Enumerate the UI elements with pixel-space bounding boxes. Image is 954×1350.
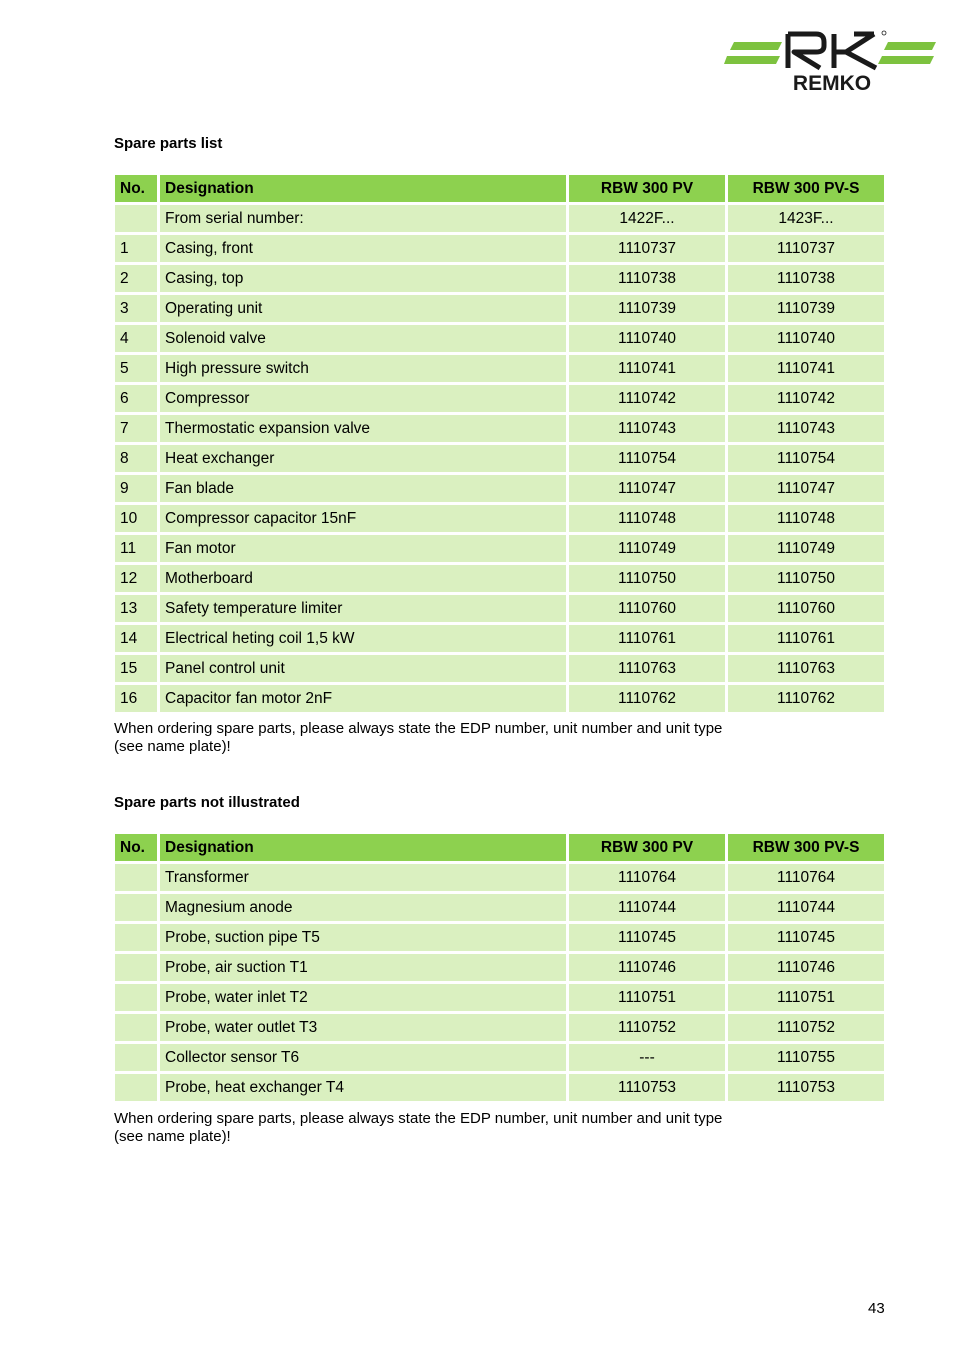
cell-no: 5 bbox=[115, 355, 157, 382]
cell-rbw-300-pv: 1110745 bbox=[569, 924, 725, 951]
ordering-note-line1: When ordering spare parts, please always state the EDP number, unit number and unit type bbox=[114, 720, 723, 737]
cell-rbw-300-pv-s: 1110750 bbox=[728, 565, 884, 592]
cell-rbw-300-pv-s: 1110763 bbox=[728, 655, 884, 682]
cell-no bbox=[115, 924, 157, 951]
cell-no: 11 bbox=[115, 535, 157, 562]
table-row bbox=[115, 1074, 884, 1101]
table-row bbox=[115, 1044, 884, 1071]
cell-no bbox=[115, 1074, 157, 1101]
table-row bbox=[115, 565, 884, 592]
cell-no: 4 bbox=[115, 325, 157, 352]
ordering-note-line2: (see name plate)! bbox=[114, 738, 231, 755]
cell-rbw-300-pv: 1110751 bbox=[569, 984, 725, 1011]
cell-rbw-300-pv-s: 1110749 bbox=[728, 535, 884, 562]
cell-rbw-300-pv: 1110754 bbox=[569, 445, 725, 472]
table-row bbox=[115, 864, 884, 891]
cell-no: 8 bbox=[115, 445, 157, 472]
cell-designation: Transformer bbox=[160, 864, 566, 891]
cell-no: 9 bbox=[115, 475, 157, 502]
table-row bbox=[115, 685, 884, 712]
header-rbw-300-pv-s: RBW 300 PV-S bbox=[728, 175, 884, 202]
cell-no bbox=[115, 984, 157, 1011]
cell-no: 15 bbox=[115, 655, 157, 682]
cell-rbw-300-pv-s: 1110753 bbox=[728, 1074, 884, 1101]
cell-no bbox=[115, 864, 157, 891]
cell-designation: Probe, water outlet T3 bbox=[160, 1014, 566, 1041]
cell-no: 14 bbox=[115, 625, 157, 652]
table-row bbox=[115, 894, 884, 921]
cell-no bbox=[115, 1014, 157, 1041]
cell-designation: Safety temperature limiter bbox=[160, 595, 566, 622]
cell-designation: Probe, suction pipe T5 bbox=[160, 924, 566, 951]
cell-no: 1 bbox=[115, 235, 157, 262]
header-no: No. bbox=[115, 175, 157, 202]
cell-rbw-300-pv-s: 1110737 bbox=[728, 235, 884, 262]
cell-designation: Collector sensor T6 bbox=[160, 1044, 566, 1071]
cell-rbw-300-pv-s: 1110740 bbox=[728, 325, 884, 352]
header-no: No. bbox=[115, 834, 157, 861]
cell-rbw-300-pv: 1110746 bbox=[569, 954, 725, 981]
section-title-spare-parts-not-illustrated: Spare parts not illustrated bbox=[114, 794, 300, 811]
cell-designation: Capacitor fan motor 2nF bbox=[160, 685, 566, 712]
ordering-note-line2: (see name plate)! bbox=[114, 1128, 231, 1145]
cell-designation: Fan blade bbox=[160, 475, 566, 502]
cell-rbw-300-pv-s: 1110748 bbox=[728, 505, 884, 532]
cell-rbw-300-pv: 1110738 bbox=[569, 265, 725, 292]
cell-rbw-300-pv: 1110761 bbox=[569, 625, 725, 652]
cell-designation: Solenoid valve bbox=[160, 325, 566, 352]
table-row bbox=[115, 295, 884, 322]
cell-designation: Panel control unit bbox=[160, 655, 566, 682]
cell-rbw-300-pv-s: 1110760 bbox=[728, 595, 884, 622]
cell-designation: Compressor bbox=[160, 385, 566, 412]
cell-rbw-300-pv: 1110750 bbox=[569, 565, 725, 592]
cell-designation: Probe, air suction T1 bbox=[160, 954, 566, 981]
cell-rbw-300-pv-s: 1423F... bbox=[728, 205, 884, 232]
table-row bbox=[115, 385, 884, 412]
cell-rbw-300-pv-s: 1110742 bbox=[728, 385, 884, 412]
cell-rbw-300-pv: 1110763 bbox=[569, 655, 725, 682]
cell-rbw-300-pv-s: 1110751 bbox=[728, 984, 884, 1011]
cell-rbw-300-pv-s: 1110752 bbox=[728, 1014, 884, 1041]
cell-rbw-300-pv: 1110752 bbox=[569, 1014, 725, 1041]
ordering-note bbox=[114, 720, 814, 756]
cell-designation: Probe, water inlet T2 bbox=[160, 984, 566, 1011]
header-designation: Designation bbox=[160, 834, 566, 861]
cell-no: 7 bbox=[115, 415, 157, 442]
cell-rbw-300-pv: 1110762 bbox=[569, 685, 725, 712]
cell-rbw-300-pv-s: 1110746 bbox=[728, 954, 884, 981]
cell-rbw-300-pv: 1110760 bbox=[569, 595, 725, 622]
table-row bbox=[115, 655, 884, 682]
cell-designation: High pressure switch bbox=[160, 355, 566, 382]
header-designation: Designation bbox=[160, 175, 566, 202]
cell-rbw-300-pv: 1110749 bbox=[569, 535, 725, 562]
table-row bbox=[115, 445, 884, 472]
table-row bbox=[115, 924, 884, 951]
cell-no: 3 bbox=[115, 295, 157, 322]
cell-rbw-300-pv-s: 1110755 bbox=[728, 1044, 884, 1071]
cell-rbw-300-pv-s: 1110743 bbox=[728, 415, 884, 442]
cell-no bbox=[115, 894, 157, 921]
header-rbw-300-pv: RBW 300 PV bbox=[569, 175, 725, 202]
table-header-row bbox=[115, 834, 884, 861]
cell-designation: Heat exchanger bbox=[160, 445, 566, 472]
cell-rbw-300-pv-s: 1110739 bbox=[728, 295, 884, 322]
cell-rbw-300-pv: 1110753 bbox=[569, 1074, 725, 1101]
cell-rbw-300-pv: --- bbox=[569, 1044, 725, 1071]
cell-rbw-300-pv: 1110764 bbox=[569, 864, 725, 891]
cell-designation: Casing, front bbox=[160, 235, 566, 262]
table-row bbox=[115, 235, 884, 262]
cell-no: 10 bbox=[115, 505, 157, 532]
cell-rbw-300-pv-s: 1110741 bbox=[728, 355, 884, 382]
cell-designation: Compressor capacitor 15nF bbox=[160, 505, 566, 532]
table-row bbox=[115, 595, 884, 622]
cell-rbw-300-pv: 1110741 bbox=[569, 355, 725, 382]
table-row bbox=[115, 984, 884, 1011]
cell-rbw-300-pv: 1110737 bbox=[569, 235, 725, 262]
ordering-note bbox=[114, 1110, 814, 1146]
spare-parts-table bbox=[112, 172, 887, 715]
cell-rbw-300-pv: 1110739 bbox=[569, 295, 725, 322]
cell-rbw-300-pv: 1110743 bbox=[569, 415, 725, 442]
cell-no bbox=[115, 954, 157, 981]
page-number: 43 bbox=[868, 1300, 885, 1317]
cell-rbw-300-pv-s: 1110744 bbox=[728, 894, 884, 921]
table-row bbox=[115, 954, 884, 981]
cell-designation: From serial number: bbox=[160, 205, 566, 232]
table-row bbox=[115, 535, 884, 562]
cell-designation: Fan motor bbox=[160, 535, 566, 562]
cell-designation: Probe, heat exchanger T4 bbox=[160, 1074, 566, 1101]
cell-rbw-300-pv-s: 1110764 bbox=[728, 864, 884, 891]
cell-rbw-300-pv: 1110747 bbox=[569, 475, 725, 502]
table-row bbox=[115, 505, 884, 532]
cell-no bbox=[115, 1044, 157, 1071]
cell-designation: Thermostatic expansion valve bbox=[160, 415, 566, 442]
cell-rbw-300-pv: 1110748 bbox=[569, 505, 725, 532]
cell-rbw-300-pv: 1422F... bbox=[569, 205, 725, 232]
cell-rbw-300-pv-s: 1110747 bbox=[728, 475, 884, 502]
table-row bbox=[115, 265, 884, 292]
cell-no: 16 bbox=[115, 685, 157, 712]
cell-designation: Magnesium anode bbox=[160, 894, 566, 921]
section-title-spare-parts-list: Spare parts list bbox=[114, 135, 223, 152]
cell-no: 12 bbox=[115, 565, 157, 592]
cell-rbw-300-pv-s: 1110761 bbox=[728, 625, 884, 652]
cell-no: 13 bbox=[115, 595, 157, 622]
cell-rbw-300-pv-s: 1110738 bbox=[728, 265, 884, 292]
table-row bbox=[115, 355, 884, 382]
cell-rbw-300-pv-s: 1110754 bbox=[728, 445, 884, 472]
table-row bbox=[115, 325, 884, 352]
cell-no bbox=[115, 205, 157, 232]
table-header-row bbox=[115, 175, 884, 202]
cell-rbw-300-pv: 1110742 bbox=[569, 385, 725, 412]
cell-rbw-300-pv: 1110744 bbox=[569, 894, 725, 921]
table-row bbox=[115, 1014, 884, 1041]
cell-designation: Motherboard bbox=[160, 565, 566, 592]
table-row bbox=[115, 415, 884, 442]
cell-designation: Electrical heting coil 1,5 kW bbox=[160, 625, 566, 652]
cell-rbw-300-pv-s: 1110745 bbox=[728, 924, 884, 951]
table-row bbox=[115, 625, 884, 652]
table-row bbox=[115, 475, 884, 502]
spare-parts-not-illustrated-table bbox=[112, 831, 887, 1104]
cell-designation: Casing, top bbox=[160, 265, 566, 292]
header-rbw-300-pv-s: RBW 300 PV-S bbox=[728, 834, 884, 861]
remko-logo bbox=[724, 28, 938, 94]
cell-rbw-300-pv-s: 1110762 bbox=[728, 685, 884, 712]
cell-rbw-300-pv: 1110740 bbox=[569, 325, 725, 352]
table-row bbox=[115, 205, 884, 232]
cell-no: 6 bbox=[115, 385, 157, 412]
cell-designation: Operating unit bbox=[160, 295, 566, 322]
remko-wordmark: REMKO bbox=[792, 72, 872, 94]
ordering-note-line1: When ordering spare parts, please always state the EDP number, unit number and unit type bbox=[114, 1110, 723, 1127]
cell-no: 2 bbox=[115, 265, 157, 292]
header-rbw-300-pv: RBW 300 PV bbox=[569, 834, 725, 861]
